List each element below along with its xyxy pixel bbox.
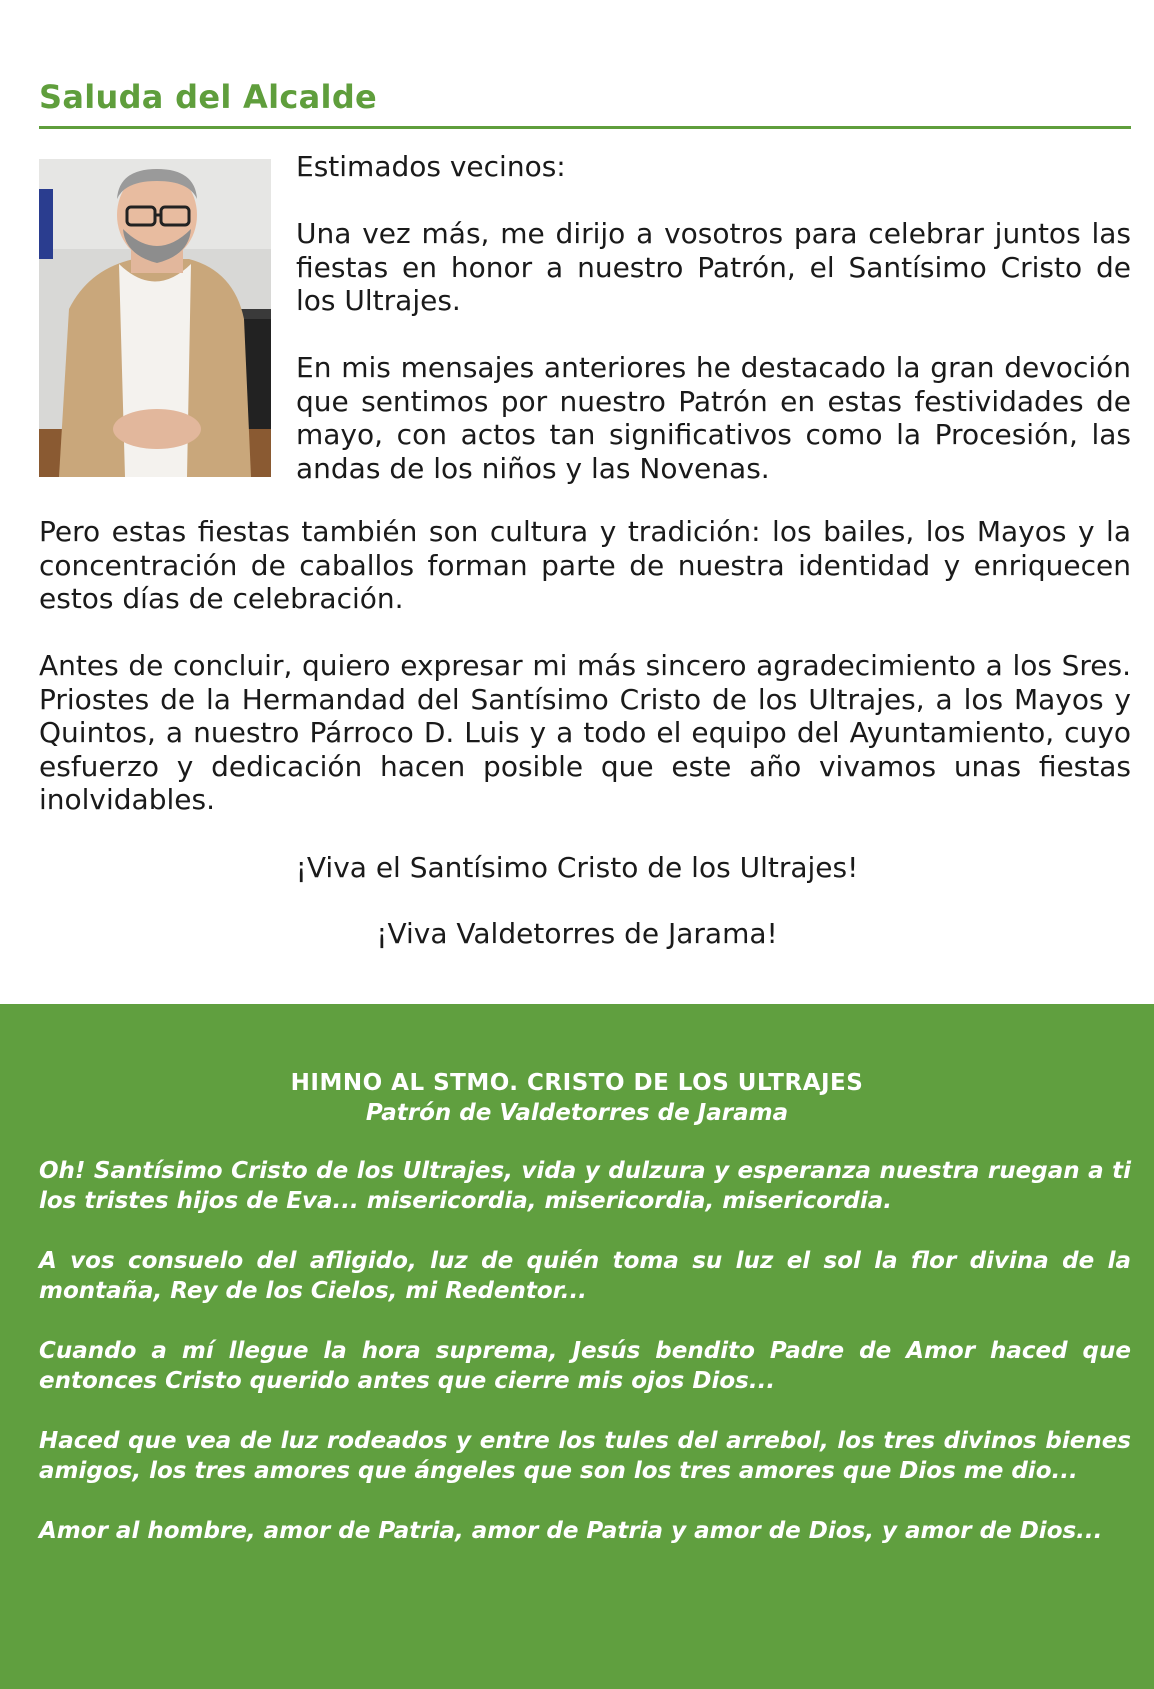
mayor-photo bbox=[39, 159, 271, 477]
letter-paragraph: Una vez más, me dirijo a vosotros para celebrar juntos las fiestas en honor a nuestro Patrón, el Santísimo Cristo de los Ultrajes. bbox=[296, 217, 1131, 317]
letter-paragraph: Antes de concluir, quiero expresar mi más sincero agradecimiento a los Sres. Priostes de la Hermandad del Santísimo Cristo de los Ultrajes, a los Mayos y Quintos, a nuestro Párroco D. Luis y a todo el equipo del Ayuntamiento, cuyo esfuerzo y dedicación hacen posible que este año vivamos unas fiestas inolvidables. bbox=[39, 649, 1131, 816]
hymn-verse: Oh! Santísimo Cristo de los Ultrajes, vida y dulzura y esperanza nuestra ruegan a ti los tristes hijos de Eva... misericordia, misericordia, misericordia. bbox=[39, 1158, 1131, 1214]
mayor-portrait-illustration bbox=[39, 159, 271, 477]
hymn-verse: Cuando a mí llegue la hora suprema, Jesús bendito Padre de Amor haced que entonces Cristo querido antes que cierre mis ojos Dios... bbox=[39, 1338, 1131, 1394]
hymn-subtitle: Patrón de Valdetorres de Jarama bbox=[365, 1100, 789, 1126]
greeting: Estimados vecinos: bbox=[296, 150, 566, 183]
hymn-verses bbox=[39, 1156, 1131, 1576]
letter-body bbox=[39, 515, 1131, 850]
hymn-verse: Haced que vea de luz rodeados y entre los tules del arrebol, los tres divinos bienes amigos, los tres amores que ángeles que son los tres amores que Dios me dio... bbox=[39, 1428, 1131, 1484]
hymn-verse: Amor al hombre, amor de Patria, amor de Patria y amor de Dios, y amor de Dios... bbox=[39, 1518, 1103, 1544]
letter-intro bbox=[296, 150, 1131, 519]
closing-cheer-2: ¡Viva Valdetorres de Jarama! bbox=[376, 917, 778, 950]
letter-paragraph: En mis mensajes anteriores he destacado la gran devoción que sentimos por nuestro Patrón en estas festividades de mayo, con actos tan significativos como la Procesión, las andas de los niños y las Novenas. bbox=[296, 351, 1131, 485]
hymn-verse: A vos consuelo del afligido, luz de quién toma su luz el sol la flor divina de la montaña, Rey de los Cielos, mi Redentor... bbox=[39, 1248, 1131, 1304]
closing-cheer-1: ¡Viva el Santísimo Cristo de los Ultrajes! bbox=[295, 851, 859, 884]
hymn-title: HIMNO AL STMO. CRISTO DE LOS ULTRAJES bbox=[290, 1070, 864, 1096]
hymn-panel bbox=[0, 1004, 1154, 1689]
page-title: Saluda del Alcalde bbox=[39, 78, 378, 116]
letter-paragraph: Pero estas fiestas también son cultura y tradición: los bailes, los Mayos y la concentración de caballos forman parte de nuestra identidad y enriquecen estos días de celebración. bbox=[39, 515, 1131, 615]
title-divider bbox=[39, 126, 1131, 129]
